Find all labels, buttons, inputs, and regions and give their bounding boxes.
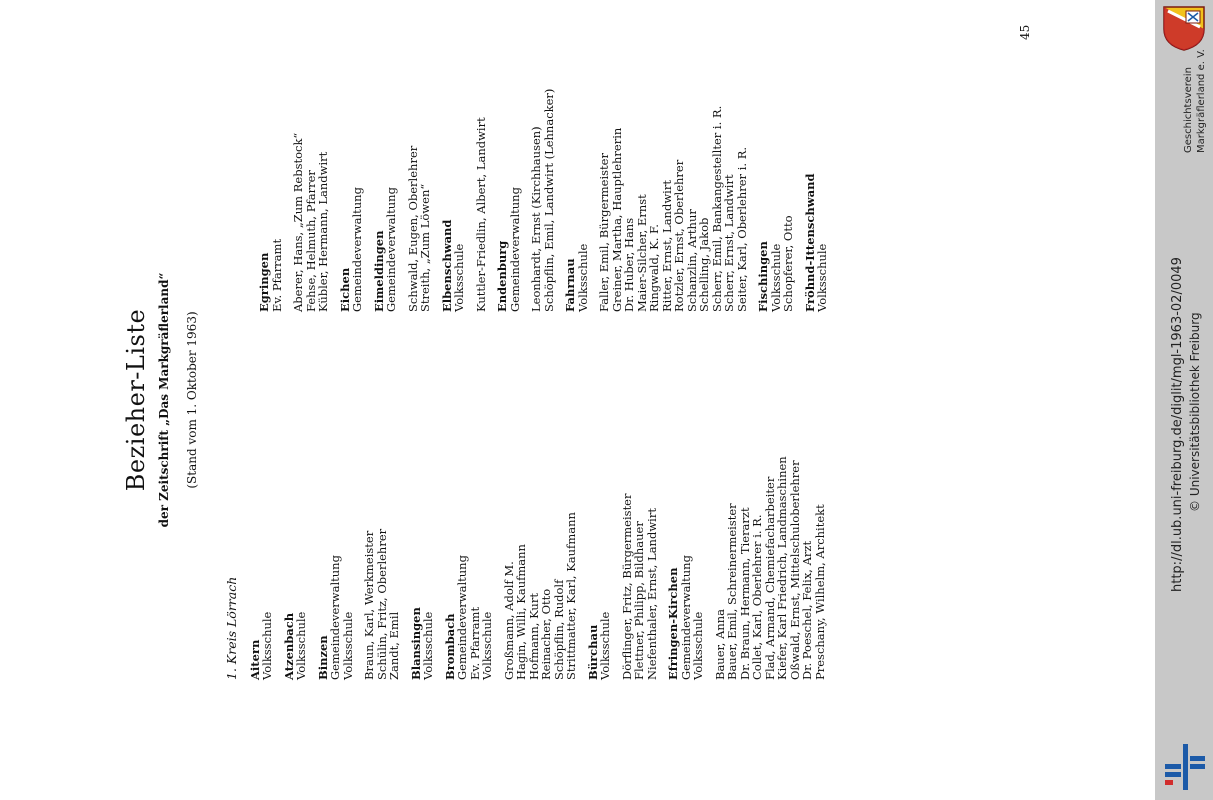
subscriber-entry: Schelling, Jakob (697, 217, 711, 312)
place-heading: Atzenbach (281, 612, 296, 680)
subscriber-column-right (258, 0, 829, 312)
subscriber-entry: Volksschule (294, 611, 308, 680)
place-heading: Fischingen (756, 241, 770, 312)
geschichtsverein-crest-icon (1160, 5, 1208, 51)
page-subtitle: der Zeitschrift „Das Markgräflerland“ (157, 272, 171, 528)
page-title: Bezieher-Liste (122, 308, 150, 492)
subscriber-entry: Gemeindeverwaltung (328, 555, 342, 680)
subscriber-entry: Oßwald, Ernst, Mittelschuloberlehrer (787, 460, 802, 680)
subscriber-entry: Niefenthaler, Ernst, Landwirt (644, 508, 659, 680)
subscriber-entry: Dr. Braun, Hermann, Tierarzt (737, 507, 752, 680)
subscriber-column-left (226, 335, 826, 680)
subscriber-entry: Gemeindeverwaltung (384, 187, 398, 312)
subscriber-entry: Volksschule (480, 611, 494, 680)
subscriber-entry: Großmann, Adolf M. (501, 561, 516, 680)
subscriber-entry: Dörflinger, Fritz, Bürgermeister (619, 493, 634, 680)
subscriber-entry: Bauer, Emil, Schreinermeister (725, 503, 739, 680)
place-heading: Bürchau (585, 624, 600, 680)
subscriber-entry: Kübler, Hermann, Landwirt (316, 151, 330, 312)
place-heading: Endenburg (495, 240, 509, 312)
place-heading: Binzen (315, 635, 330, 680)
stand-date: (Stand vom 1. Oktober 1963) (185, 311, 199, 489)
subscriber-entry: Collet, Karl, Oberlehrer i. R. (750, 514, 764, 680)
subscriber-entry: Hagin, Willi, Kaufmann (514, 544, 528, 680)
verein-name-line2: Markgräflerland e. V. (1196, 49, 1207, 153)
subscriber-entry: Gemeindeverwaltung (678, 555, 693, 680)
subscriber-entry: Volksschule (598, 611, 612, 680)
place-heading: Efringen-Kirchen (666, 567, 680, 680)
subscriber-entry: Greiner, Martha, Hauptlehrerin (609, 127, 624, 312)
page-number: 45 (1018, 24, 1032, 40)
place-heading: Aitern (247, 639, 262, 680)
subscriber-entry: Schwald, Eugen, Oberlehrer (405, 145, 420, 312)
subscriber-entry: Faller, Emil, Bürgermeister (597, 153, 611, 312)
subscriber-entry: Schopferer, Otto (781, 215, 795, 312)
subscriber-entry: Streith, „Zum Löwen“ (418, 183, 432, 312)
subscriber-entry: Schöpflin, Rudolf (551, 579, 566, 680)
subscriber-entry: Schülin, Fritz, Oberlehrer (374, 528, 389, 680)
subscriber-entry: Schanzlin, Arthur (684, 209, 699, 312)
copyright-text: © Universitätsbibliothek Freiburg (1188, 312, 1202, 512)
university-library-logo-icon (1163, 742, 1207, 792)
place-heading: Brombach (442, 613, 457, 680)
subscriber-entry: Flettner, Philipp, Bildhauer (632, 521, 646, 680)
place-heading: Blansingen (408, 607, 423, 680)
subscriber-entry: Braun, Karl, Werkmeister (362, 530, 376, 680)
subscriber-entry: Kuttler-Friedlin, Albert, Landwirt (473, 117, 488, 312)
subscriber-entry: Flad, Armand, Chemiefacharbeiter (762, 476, 777, 680)
subscriber-entry: Rotzler, Ernst, Oberlehrer (672, 159, 686, 312)
place-heading: Eimeldingen (371, 230, 386, 312)
subscriber-entry: Dr. Huber, Hans (622, 217, 636, 312)
subscriber-entry: Volksschule (691, 611, 705, 680)
subscriber-entry: Volksschule (575, 243, 590, 312)
subscriber-entry: Volksschule (340, 611, 355, 680)
subscriber-entry: Bauer, Anna (712, 608, 727, 680)
subscriber-entry: Scherr, Emil, Bankangestellter i. R. (709, 105, 724, 312)
subscriber-entry: Hofmann, Kurt (526, 593, 541, 680)
subscriber-entry: Ringwald, K. F. (647, 224, 661, 312)
subscriber-entry: Volksschule (260, 611, 274, 680)
place-heading: Eichen (337, 267, 352, 312)
subscriber-entry: Gemeindeverwaltung (507, 187, 522, 312)
subscriber-entry: Gemeindeverwaltung (350, 187, 364, 312)
subscriber-entry: Gemeindeverwaltung (455, 555, 469, 680)
subscriber-entry: Volksschule (421, 611, 435, 680)
place-heading: Egringen (257, 252, 271, 312)
place-heading: Elbenschwand (439, 219, 454, 312)
subscriber-entry: Ev. Pfarramt (269, 238, 284, 312)
subscriber-entry: Scherr, Ernst, Landwirt (722, 174, 736, 312)
subscriber-entry: Volksschule (815, 243, 829, 312)
verein-name-line1: Geschichtsverein (1183, 67, 1194, 153)
subscriber-entry: Kiefer, Karl Friedrich, Landmaschinen (775, 456, 789, 680)
subscriber-entry: Schöpflin, Emil, Landwirt (Lehnacker) (541, 88, 556, 312)
subscriber-entry: Reinacher, Otto (539, 588, 553, 680)
subscriber-entry: Seiter, Karl, Oberlehrer i. R. (734, 146, 749, 312)
document-url-link[interactable]: http://dl.ub.uni-freiburg.de/diglit/mgl-1963-02/0049 (1170, 257, 1185, 592)
subscriber-entry: Dr. Poeschel, Felix, Arzt (800, 540, 814, 680)
subscriber-entry: Maier-Silcher, Ernst (634, 194, 649, 312)
subscriber-entry: Preschany, Wilhelm, Architekt (812, 504, 827, 680)
subscriber-entry: Zandt, Emil (387, 611, 401, 680)
subscriber-entry: Aberer, Hans, „Zum Rebstock“ (291, 132, 305, 312)
subscriber-entry: Strittmatter, Karl, Kaufmann (564, 512, 578, 680)
place-heading: Fröhnd-Ittenschwand (802, 173, 817, 312)
subscriber-entry: Leonhardt, Ernst (Kirchhausen) (529, 126, 543, 312)
subscriber-entry: Ritter, Ernst, Landwirt (659, 180, 674, 312)
subscriber-entry: Fehse, Helmuth, Pfarrer (303, 170, 318, 312)
district-heading: 1. Kreis Lörrach (224, 576, 239, 680)
subscriber-entry: Volksschule (452, 243, 466, 312)
place-heading: Fahrnau (563, 258, 577, 312)
subscriber-entry: Ev. Pfarramt (467, 606, 482, 680)
subscriber-entry: Volksschule (768, 243, 783, 312)
